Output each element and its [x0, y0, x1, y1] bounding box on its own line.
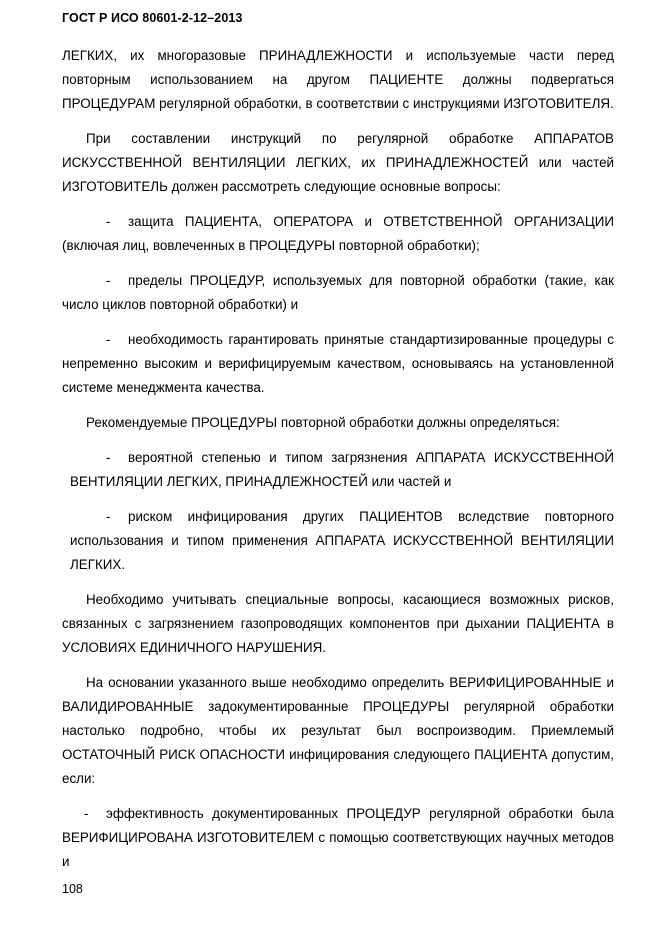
- bullet-dash: -: [106, 450, 111, 465]
- paragraph-continuation: ЛЕГКИХ, их многоразовые ПРИНАДЛЕЖНОСТИ и используемые части перед повторным использованием на другом ПАЦИЕНТЕ должны подвергаться ПРОЦЕДУРАМ регулярной обработки, в соответствии с инструкциями ИЗГОТОВИТЕЛЯ.: [62, 48, 614, 111]
- list-item: [62, 269, 614, 317]
- bullet-dash: -: [84, 806, 89, 821]
- list-item-text: защита ПАЦИЕНТА, ОПЕРАТОРА и ОТВЕТСТВЕННОЙ ОРГАНИЗАЦИИ (включая лиц, вовлеченных в ПРОЦЕДУРЫ повторной обработки);: [62, 214, 614, 253]
- bullet-dash: -: [106, 509, 111, 524]
- list-item-text: пределы ПРОЦЕДУР, используемых для повторной обработки (такие, как число циклов повторной обработки) и: [62, 273, 614, 312]
- paragraph-special-issues: Необходимо учитывать специальные вопросы, касающиеся возможных рисков, связанных с загрязнением газопроводящих компонентов при дыхании ПАЦИЕНТА в УСЛОВИЯХ ЕДИНИЧНОГО НАРУШЕНИЯ.: [62, 592, 614, 655]
- list-item-text: вероятной степенью и типом загрязнения АППАРАТА ИСКУССТВЕННОЙ ВЕНТИЛЯЦИИ ЛЕГКИХ, ПРИНАДЛЕЖНОСТЕЙ или частей и: [70, 450, 614, 489]
- paragraph-verified-procedures: На основании указанного выше необходимо определить ВЕРИФИЦИРОВАННЫЕ и ВАЛИДИРОВАННЫЕ задокументированные ПРОЦЕДУРЫ регулярной обработки настолько подробно, чтобы их результат был воспроизводим. Приемлемый ОСТАТОЧНЫЙ РИСК ОПАСНОСТИ инфицирования следующего ПАЦИЕНТА допустим, если:: [62, 675, 614, 786]
- paragraph-instructions: При составлении инструкций по регулярной обработке АППАРАТОВ ИСКУССТВЕННОЙ ВЕНТИЛЯЦИИ ЛЕГКИХ, их ПРИНАДЛЕЖНОСТЕЙ или частей ИЗГОТОВИТЕЛЬ должен рассмотреть следующие основные вопросы:: [62, 131, 614, 194]
- list-item-text: необходимость гарантировать принятые стандартизированные процедуры с непременно высоким и верифицируемым качеством, основываясь на установленной системе менеджмента качества.: [62, 332, 614, 395]
- list-item: [62, 328, 614, 400]
- document-header: ГОСТ Р ИСО 80601-2-12–2013: [62, 11, 243, 25]
- paragraph-recommended: Рекомендуемые ПРОЦЕДУРЫ повторной обработки должны определяться:: [86, 415, 560, 430]
- list-item: [62, 210, 614, 258]
- list-item: [62, 446, 614, 494]
- list-item-text: риском инфицирования других ПАЦИЕНТОВ вследствие повторного использования и типом применения АППАРАТА ИСКУССТВЕННОЙ ВЕНТИЛЯЦИИ ЛЕГКИХ.: [70, 509, 614, 572]
- document-body: [62, 44, 614, 885]
- bullet-dash: -: [106, 332, 111, 347]
- list-item-text: эффективность документированных ПРОЦЕДУР регулярной обработки была ВЕРИФИЦИРОВАНА ИЗГОТОВИТЕЛЕМ с помощью соответствующих научных методов и: [62, 806, 614, 869]
- list-item: [62, 505, 614, 577]
- list-item: [62, 802, 614, 874]
- page-number: 108: [62, 882, 83, 896]
- bullet-dash: -: [106, 214, 111, 229]
- bullet-dash: -: [106, 273, 111, 288]
